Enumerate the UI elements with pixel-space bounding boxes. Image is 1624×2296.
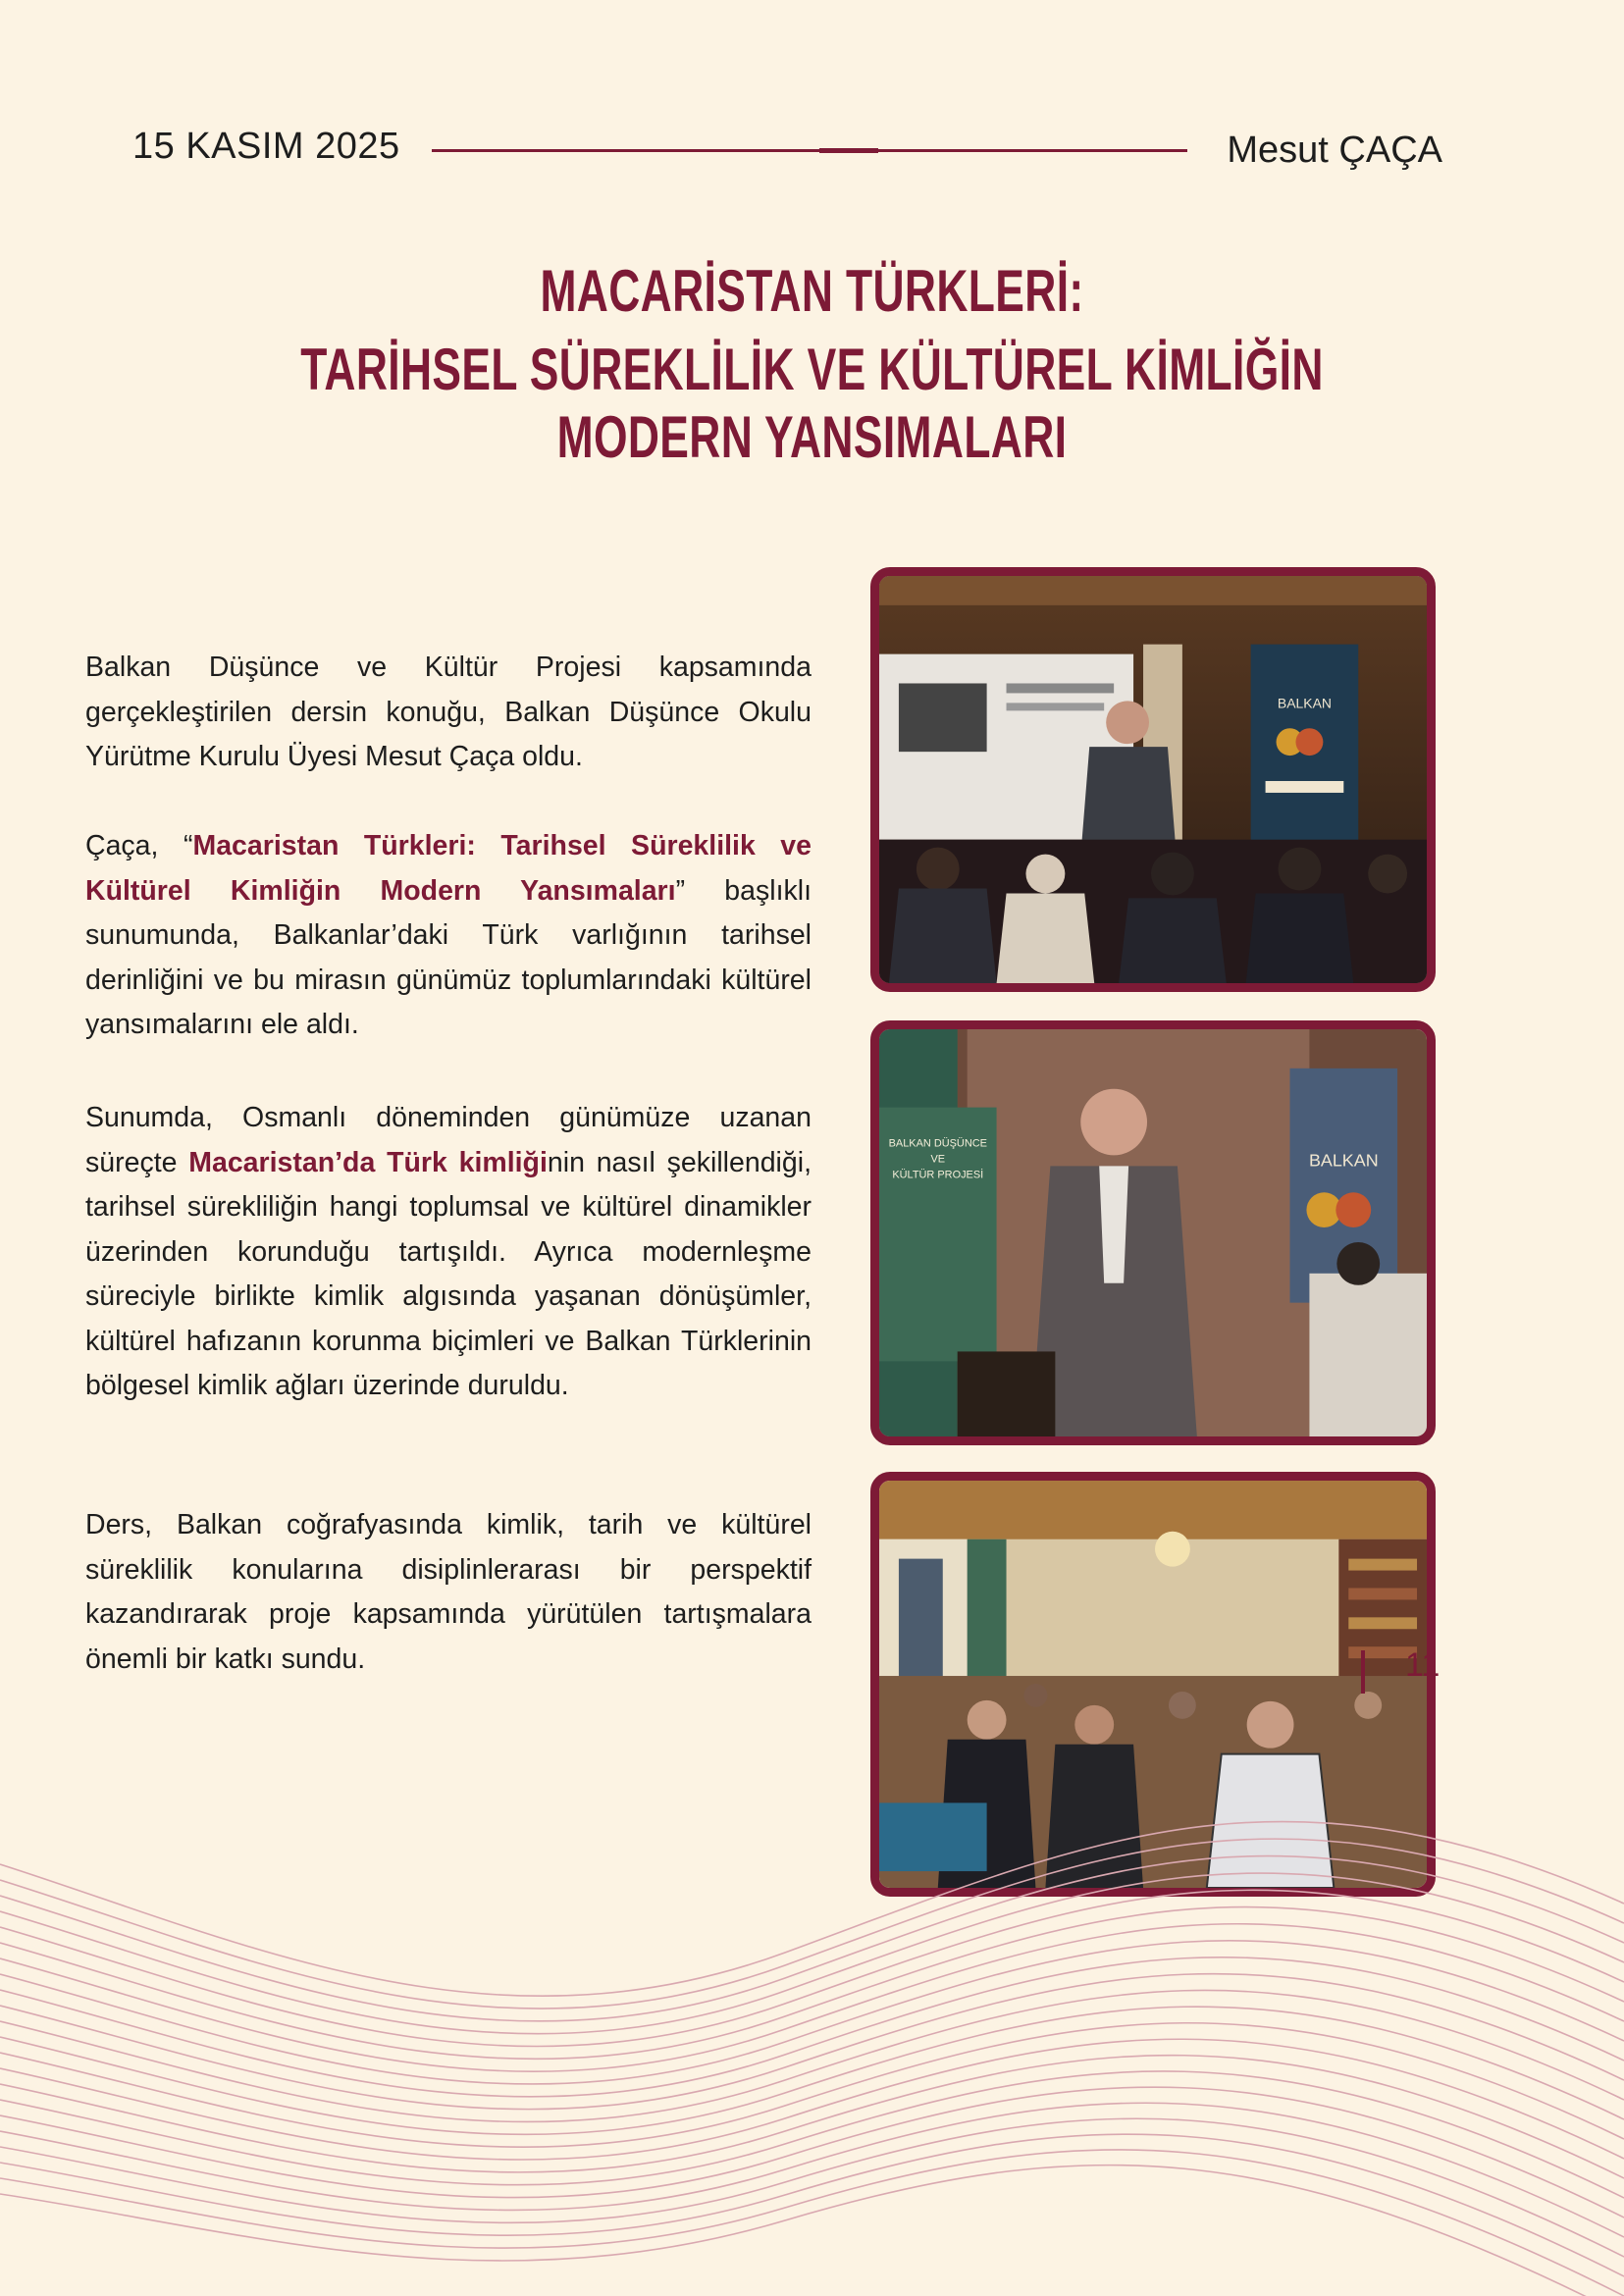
page-number: 11 [1405, 1646, 1441, 1684]
paragraph-4: Ders, Balkan coğrafyasında kimlik, tarih ve kültürel süreklilik konularına disiplinlerarası bir perspektif kazandırarak proje kapsamında yürütülen tartışmalara önemli bir katkı sundu. [85, 1509, 812, 1675]
paragraph-3 [85, 1096, 812, 1409]
article-title-line1: MACARİSTAN TÜRKLERİ: [540, 258, 1084, 324]
banner-sub3: KÜLTÜR PROJESİ [892, 1169, 984, 1181]
page-number-bar [1361, 1650, 1365, 1694]
paragraph-2-highlight: Macaristan Türkleri: Tarihsel Süreklilik ve Kültürel Kimliğin Modern Yansımaları [85, 830, 812, 907]
header-divider [432, 149, 1187, 152]
wave-line [0, 2071, 1624, 2198]
paragraph-1: Balkan Düşünce ve Kültür Projesi kapsamında gerçekleştirilen dersin konuğu, Balkan Düşünce Okulu Yürütme Kurulu Üyesi Mesut Çaça oldu. [85, 652, 812, 772]
wave-line [0, 2134, 1624, 2276]
banner-sub: BALKAN DÜŞÜNCE [888, 1137, 987, 1150]
header-author: Mesut ÇAÇA [1227, 130, 1442, 171]
decorative-waves [0, 1805, 1624, 2296]
paragraph-3-suffix: nin nasıl şekillendiği, tarihsel sürekliliğin hangi toplumsal ve kültürel dinamikler üzerinden korunduğu tartışıldı. Ayrıca modernleşme süreciyle birlikte kimlik algısında yaşanan dönüşümler, kültürel hafızanın korunma biçimleri ve Balkan Türklerinin bölgesel kimlik ağları üzerinde duruldu. [85, 1146, 812, 1401]
wave-line [0, 1957, 1624, 2097]
paragraph-2 [85, 824, 812, 1048]
paragraph-3-highlight: Macaristan’da Türk kimliği [188, 1146, 548, 1178]
wave-line [0, 1924, 1624, 2071]
paragraph-3-prefix: Sunumda, Osmanlı döneminden günümüze uzanan süreçte [85, 1102, 812, 1178]
wave-line [0, 1822, 1624, 1997]
header-date: 15 KASIM 2025 [132, 126, 400, 167]
paragraph-2-prefix: Çaça, “ [85, 830, 193, 861]
photo-speaker-image [879, 1029, 1427, 1436]
wave-line [0, 2056, 1624, 2178]
article-title-line2: TARİHSEL SÜREKLİLİK VE KÜLTÜREL KİMLİĞİN MODERN YANSIMALARI [300, 337, 1324, 470]
wave-line [0, 1907, 1624, 2060]
photo-speaker [870, 1020, 1436, 1445]
banner-text: BALKAN [1277, 695, 1332, 711]
paragraph-2-suffix: ” başlıklı sunumunda, Balkanlar’daki Türk varlığının tarihsel derinliğini ve bu mirasın günümüz toplumlarındaki kültürel yansımalarını ele aldı. [85, 874, 812, 1040]
wave-line [0, 1941, 1624, 2084]
banner-text-2: BALKAN [1308, 1150, 1379, 1171]
wave-line [0, 1873, 1624, 2034]
wave-line [0, 2039, 1624, 2160]
photo-presentation-image [879, 576, 1427, 983]
wave-line [0, 2150, 1624, 2296]
photo-presentation [870, 567, 1436, 992]
wave-line [0, 2166, 1624, 2296]
wave-line [0, 1839, 1624, 2009]
banner-sub2: VE [930, 1153, 946, 1166]
